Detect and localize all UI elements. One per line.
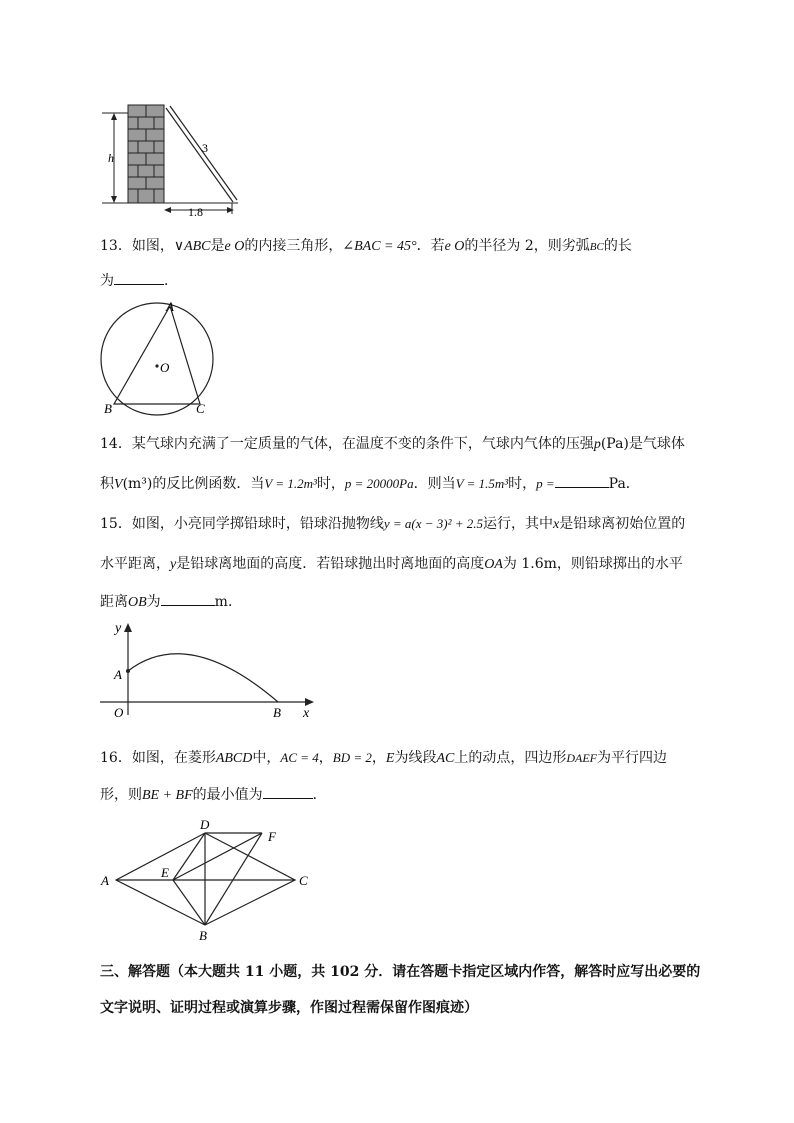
q14-text: ．则当 (413, 476, 456, 492)
q13-label-C: C (196, 401, 205, 416)
q16-text: ， (371, 750, 386, 766)
q13-label-O: O (160, 360, 170, 375)
q13-circle-figure (98, 300, 220, 418)
q15-label-O: O (114, 705, 124, 720)
q15-answer-blank[interactable] (161, 591, 215, 606)
fig12-label-base: 1.8 (188, 205, 203, 219)
q16-answer-blank[interactable] (263, 784, 313, 799)
q16-text: 为平行四边 (597, 750, 667, 766)
q14-text: 14．某气球内充满了一定质量的气体，在温度不变的条件下，气球内气体的压强 (100, 436, 594, 452)
q16-label-C: C (299, 873, 308, 888)
q16-e: E (385, 751, 395, 766)
q14-eq: V = 1.2m³ (264, 476, 317, 491)
q14-line-1 (100, 434, 685, 455)
q15-ob: OB (128, 595, 147, 610)
q13-circle: e O (444, 239, 465, 254)
q15-equation: y = a(x − 3)² + 2.5 (383, 516, 483, 531)
q15-line-1 (100, 514, 685, 535)
q15-text: 是铅球离初始位置的 (559, 516, 686, 532)
q16-label-D: D (200, 817, 210, 832)
q14-eq: V = 1.5m³ (455, 476, 509, 491)
fig12-label-3: 3 (202, 141, 208, 155)
q14-p: p (593, 437, 601, 452)
q16-abcd: ABCD (215, 751, 253, 766)
q15-label-B: B (273, 705, 281, 720)
q13-angle: ∠BAC = 45° (342, 239, 417, 254)
q13-text: ．若 (416, 238, 445, 254)
q13-text: 是 (210, 238, 225, 254)
q15-text: 运行，其中 (483, 516, 553, 532)
q13-text: ． (164, 273, 178, 289)
q16-eq: AC = 4 (280, 750, 319, 765)
q16-label-B: B (199, 928, 207, 943)
q14-text: 的反比例函数．当 (152, 476, 265, 492)
q14-eq: p = (536, 476, 555, 491)
q13-label-A: A (166, 300, 174, 314)
q14-text: 时， (508, 476, 537, 492)
q16-rhombus-figure (98, 815, 323, 945)
q16-text: 为线段 (394, 750, 437, 766)
q16-label-F: F (268, 829, 276, 844)
q15-text: 是铅球离地面的高度．若铅球抛出时离地面的高度 (176, 556, 485, 572)
q16-label-A: A (101, 873, 109, 888)
q16-text: 上的动点，四边形 (454, 750, 567, 766)
q14-unit: (Pa) (600, 436, 629, 452)
q16-text: 16．如图，在菱形 (100, 750, 216, 766)
q15-text: 距离 (100, 594, 128, 610)
q16-text: ． (312, 787, 327, 803)
q13-text: 的半径为 2，则劣弧 (464, 238, 590, 254)
q16-text: 的最小值为 (192, 787, 263, 803)
q16-text: ， (318, 750, 333, 766)
q16-eq: BD = 2 (332, 750, 372, 765)
q15-y: y (170, 557, 177, 572)
q13-line-2 (100, 270, 178, 291)
section3-heading-line-2: 文字说明、证明过程或演算步骤，作图过程需保留作图痕迹） (100, 1000, 478, 1016)
q14-text: 是气球体 (628, 436, 685, 452)
q14-unit: (m³) (122, 476, 153, 492)
q13-text: 13．如图， (100, 238, 174, 254)
section3-heading-line-1: 三、解答题（本大题共 11 小题，共 102 分．请在答题卡指定区域内作答，解答时应写出必要的 (100, 964, 701, 980)
q14-text: 时， (316, 476, 345, 492)
q15-parabola-figure (98, 615, 328, 725)
q15-label-A: A (114, 667, 122, 682)
q16-text: 中， (252, 750, 281, 766)
q13-answer-blank[interactable] (114, 270, 164, 285)
q16-expr: BE + BF (142, 788, 193, 803)
q13-text: 的长 (603, 238, 632, 254)
q13-arc: BC (589, 241, 604, 253)
q16-label-E: E (161, 865, 169, 880)
q13-text: 的内接三角形， (244, 238, 343, 254)
q14-eq: p = 20000Pa (344, 476, 414, 491)
q13-circle: e O (224, 239, 245, 254)
q14-line-2 (100, 473, 640, 495)
q16-ac: AC (436, 751, 455, 766)
q15-text: 15．如图，小亮同学掷铅球时，铅球沿抛物线 (100, 516, 384, 532)
q15-label-y: y (115, 621, 122, 636)
q15-line-2 (100, 554, 683, 575)
q16-line-1 (100, 748, 667, 769)
q14-text: 积 (100, 476, 114, 492)
ladder-wall-figure (98, 100, 248, 220)
q13-text: 为 (100, 273, 114, 289)
q16-line-2 (100, 784, 327, 806)
q13-label-B: B (104, 401, 112, 416)
q14-text: Pa． (608, 476, 640, 492)
q15-text: 为 1.6m，则铅球掷出的水平 (502, 556, 683, 572)
q15-oa: OA (484, 557, 503, 572)
q15-text: 水平距离， (100, 556, 170, 572)
q15-label-x: x (303, 706, 310, 721)
q15-x: x (553, 517, 560, 532)
q15-text: m． (214, 594, 242, 610)
q15-text: 为 (146, 594, 161, 610)
q16-daef: DAEF (566, 751, 597, 765)
q15-line-3 (100, 591, 242, 613)
q13-line-1 (100, 236, 632, 257)
q14-answer-blank[interactable] (555, 473, 609, 488)
q16-text: 形，则 (100, 787, 142, 803)
q13-triangle: ∨ABC (173, 239, 211, 254)
q14-v: V (114, 477, 123, 492)
fig12-label-h: h (108, 151, 114, 165)
